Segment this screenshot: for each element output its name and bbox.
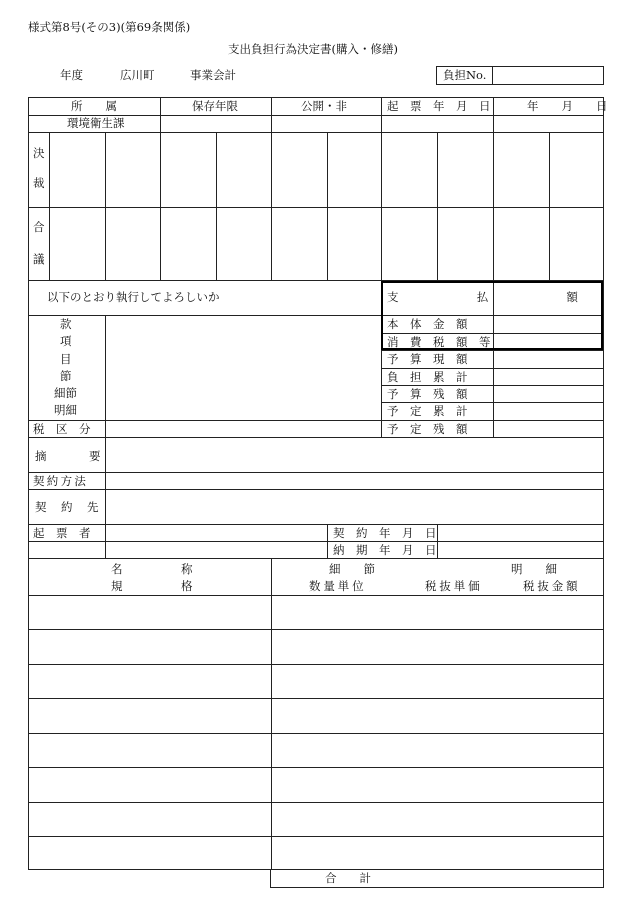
contract-method-label: 契約方法 — [33, 474, 89, 488]
contractor-label-1: 契 — [35, 500, 47, 514]
consult-label-2: 議 — [33, 252, 45, 266]
town-name: 広川町 — [120, 68, 155, 82]
page-title: 支出負担行為決定書(購入・修繕) — [228, 42, 398, 56]
budget-remaining-label: 予 算 残 額 — [387, 387, 468, 401]
spec-header-2: 格 — [181, 579, 193, 593]
contract-date-label: 契 約 年 月 日 — [333, 526, 437, 540]
dept-header: 所 属 — [71, 99, 117, 113]
decision-label-2: 裁 — [33, 176, 45, 190]
category-saisetsu: 細節 — [54, 386, 77, 400]
planned-cumulative-label: 予 定 累 計 — [387, 404, 468, 418]
spec-header-1: 規 — [111, 579, 123, 593]
tax-category-label: 税 区 分 — [33, 422, 91, 436]
draft-date-header: 起 票 年 月 日 — [387, 99, 491, 113]
decision-label-1: 決 — [33, 146, 45, 160]
total-label: 合 計 — [325, 871, 371, 885]
total-row — [270, 869, 604, 888]
fiscal-year-label: 年度 — [60, 68, 83, 82]
unit-price-header: 税抜単価 — [425, 579, 483, 593]
category-kou: 項 — [60, 334, 72, 348]
category-meisai: 明細 — [54, 403, 77, 417]
tax-amount-label: 消 費 税 額 等 — [387, 335, 491, 349]
dept-value: 環境衛生課 — [67, 116, 125, 130]
amount-highlight — [381, 281, 603, 350]
category-kan: 款 — [60, 317, 72, 331]
items-table — [28, 559, 604, 870]
approval-table — [28, 97, 608, 281]
burden-cumulative-label: 負 担 累 計 — [387, 370, 468, 384]
amount-header: 税抜金額 — [523, 579, 581, 593]
name-header-2: 称 — [181, 562, 193, 576]
planned-remaining-label: 予 定 残 額 — [387, 422, 468, 436]
name-header-1: 名 — [111, 562, 123, 576]
contractor-label-3: 先 — [87, 500, 99, 514]
delivery-date-label: 納 期 年 月 日 — [333, 543, 437, 557]
category-moku: 目 — [60, 352, 72, 366]
burden-no-label: 負担No. — [443, 68, 487, 82]
category-setsu: 節 — [60, 369, 72, 383]
account-name: 事業会計 — [190, 68, 236, 82]
detail-header: 明 細 — [511, 562, 557, 576]
drafter-label: 起 票 者 — [33, 526, 91, 540]
disclosure-header: 公開・非 — [301, 99, 347, 113]
retention-header: 保存年限 — [192, 99, 238, 113]
budget-current-label: 予 算 現 額 — [387, 352, 468, 366]
contractor-label-2: 約 — [61, 500, 73, 514]
subsection-header: 細 節 — [329, 562, 375, 576]
payment-amount-label: 支 払 額 — [387, 290, 597, 304]
burden-no-box — [436, 66, 604, 85]
request-text: 以下のとおり執行してよろしいか — [47, 290, 220, 304]
summary-label-2: 要 — [89, 449, 101, 463]
form-number: 様式第8号(その3)(第69条関係) — [28, 20, 191, 34]
consult-label-1: 合 — [33, 220, 45, 234]
details-section — [28, 281, 604, 559]
date-header: 年 月 日 — [527, 99, 608, 113]
qty-unit-header: 数量単位 — [309, 579, 367, 593]
summary-label-1: 摘 — [35, 449, 47, 463]
base-amount-label: 本 体 金 額 — [387, 317, 468, 331]
